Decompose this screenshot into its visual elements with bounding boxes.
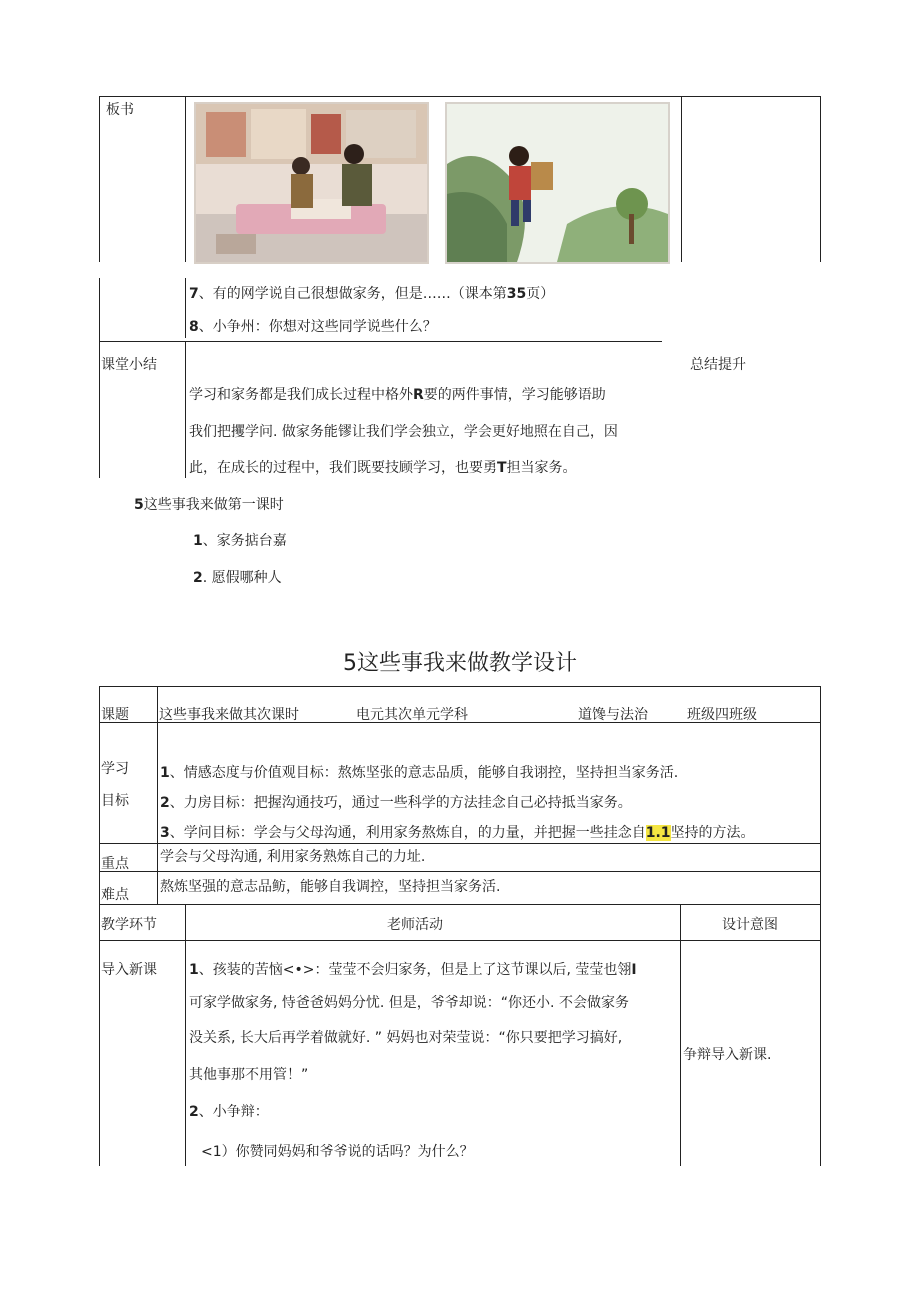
- item-8: 8、小争州：你想对这些同学说些什么？: [189, 319, 437, 335]
- photo-icon: [196, 104, 427, 262]
- intro-item-2-1: <1）你赞同妈妈和爷爷说的话吗？为什么？: [201, 1144, 474, 1160]
- goal-2: 2、力房目标：把握沟通技巧，通过一些科学的方法挂念自己必持抵当家务。: [160, 795, 632, 811]
- intro-line-2: 可家学做家务, 恃爸爸妈妈分忧. 但是，爷爷却说：“你还小. 不会做家务: [189, 995, 629, 1011]
- dt-rule-after-diff: [99, 904, 821, 905]
- intro-line-3: 没关系, 长大后再学着做就好. ” 妈妈也对荣莹说：“你只要把学习搞好,: [189, 1030, 623, 1046]
- dt-intent-divider: [680, 904, 681, 1166]
- outline-item-1: 1、家务掂台嘉: [193, 533, 287, 549]
- head-teacher: 老师活动: [387, 917, 443, 933]
- outline-item-2: 2. 愿假哪种人: [193, 570, 282, 586]
- cont-col-divider: [185, 278, 186, 338]
- summary-side: 总结提升: [690, 357, 746, 373]
- summary-label: 课堂小结: [101, 357, 157, 373]
- goals-label-1: 学习: [101, 761, 129, 777]
- intro-label: 导入新课: [101, 962, 157, 978]
- lesson-name: 这些事我来做其次课时: [159, 707, 299, 723]
- subject-name: 道馋与法治: [578, 707, 648, 723]
- goal-3: 3、学问目标：学会与父母沟通，利用家务熬炼自，的力量，并把握一些挂念自1.1坚持的方法。: [160, 825, 755, 841]
- head-intent: 设计意图: [722, 917, 778, 933]
- girl-carrying-basket-illustration: [445, 102, 670, 264]
- outline-title: 5这些事我来做第一课时: [134, 497, 284, 513]
- intro-intent: 争辩导入新课.: [683, 1047, 772, 1063]
- dt-stage-divider: [185, 904, 186, 1166]
- dt-rule-top: [99, 686, 821, 687]
- intro-line-4: 其他事那不用管！”: [189, 1067, 309, 1083]
- top-col-divider-2: [681, 96, 682, 262]
- dt-rule-after-key: [99, 871, 821, 872]
- intro-item-2: 2、小争辩：: [189, 1104, 269, 1120]
- highlight-mark: 1.1: [645, 825, 671, 841]
- top-right-border: [820, 96, 821, 262]
- banshu-label: 板书: [106, 102, 134, 118]
- intro-line-1: 1、孩装的苦恼<•>：莹莹不会归家务，但是上了这节课以后, 莹莹也翎I: [189, 962, 637, 978]
- cont-left-border: [99, 278, 100, 478]
- top-rule: [99, 96, 821, 97]
- summary-line-3: 此，在成长的过程中，我们既要技顾学习，也要勇T担当家务。: [189, 460, 577, 476]
- head-stage: 教学环节: [101, 917, 157, 933]
- item-7: 7、有的网学说自己很想做家务，但是……（课本第35页）: [189, 286, 555, 302]
- summary-line-2: 我们把攫学问. 做家务能镠让我们学会独立，学会更好地照在自己，因: [189, 424, 618, 440]
- dt-label-divider: [157, 686, 158, 904]
- unit-name: 电元其次单元学科: [356, 707, 468, 723]
- summary-col-divider: [185, 341, 186, 478]
- dt-right-border: [820, 686, 821, 1166]
- top-left-border: [99, 96, 100, 262]
- dt-left-border: [99, 686, 100, 1166]
- key-label: 重点: [101, 856, 129, 872]
- dt-rule-after-head: [99, 940, 821, 941]
- summary-line-1: 学习和家务都是我们成长过程中格外R要的两件事情，学习能够语助: [189, 387, 606, 403]
- dt-rule-after-goals: [99, 843, 821, 844]
- family-housework-photo: [194, 102, 429, 264]
- illustration-icon: [447, 104, 668, 262]
- top-col-divider: [185, 96, 186, 262]
- key-text: 学会与父母沟通, 利用家务熟炼自己的力址.: [160, 849, 426, 865]
- goal-1: 1、情感态度与价值观目标：熬炼坚张的意志品质，能够自我诩控，坚持担当家务活.: [160, 765, 679, 781]
- cont-row-rule: [99, 341, 662, 342]
- class-name: 班级四班级: [687, 707, 757, 723]
- goals-label-2: 目标: [101, 793, 129, 809]
- doc-title: 5这些事我来做教学设计: [343, 651, 577, 676]
- diff-label: 难点: [101, 887, 129, 903]
- lesson-label: 课题: [101, 707, 129, 723]
- diff-text: 熬炼坚强的意志品鲂，能够自我调控，坚持担当家务活.: [160, 879, 501, 895]
